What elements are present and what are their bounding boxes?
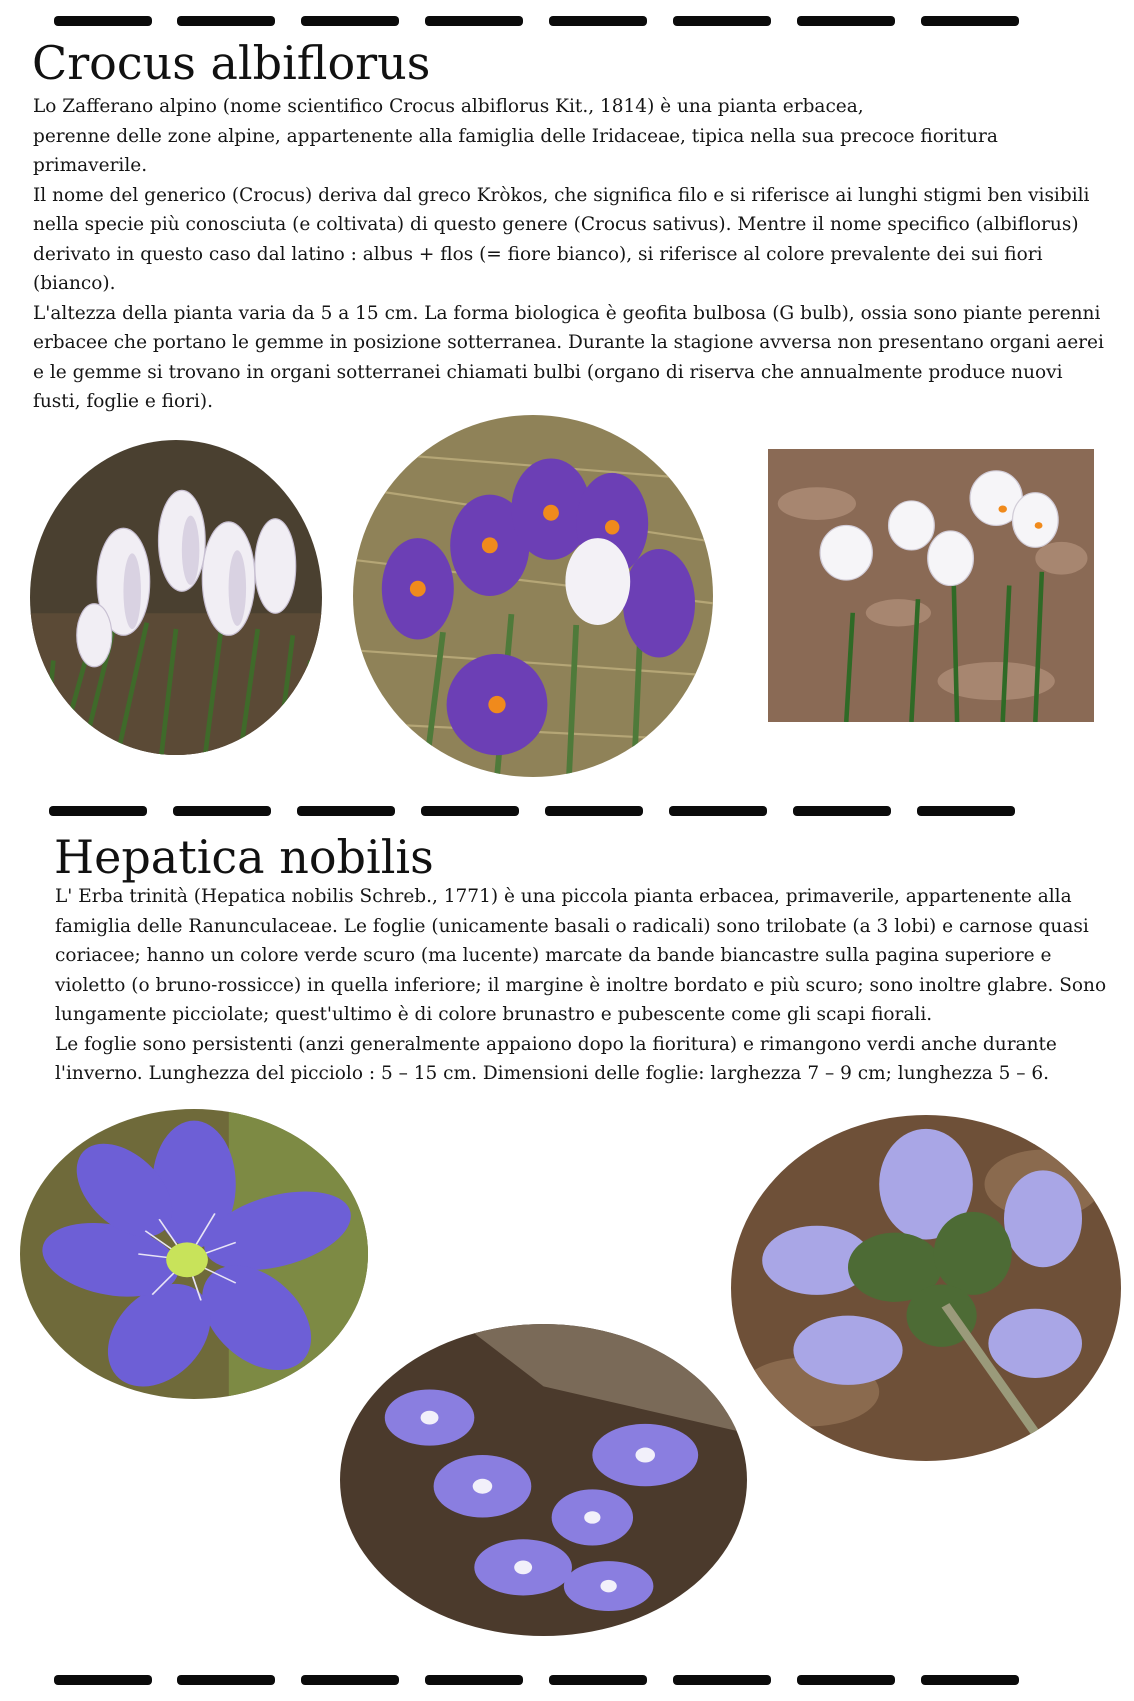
crocus-purple-photo-round	[353, 415, 713, 777]
section-text-hepatica	[55, 882, 1125, 1089]
section-text-crocus	[33, 92, 1113, 417]
hepatica-flowers-group-photo	[340, 1324, 747, 1636]
crocus-white-photo-rect	[768, 449, 1094, 722]
dashed-divider-top	[0, 16, 1134, 26]
section-title-crocus: Crocus albiflorus	[32, 36, 431, 90]
crocus-white-photo-round	[30, 440, 322, 755]
paragraph: Il nome del generico (Crocus) deriva dal greco Kròkos, che significa filo e si riferisce ai lunghi stigmi ben visibili nella specie più conosciuta (e coltivata) di questo genere (Crocus sativus). Mentre il nome specifico (albiflorus) derivato in questo caso dal latino : albus + flos (= fiore bianco), si riferisce al colore prevalente dei sui fiori (bianco).	[33, 184, 1090, 294]
section-title-hepatica: Hepatica nobilis	[54, 830, 434, 884]
hepatica-flower-closeup-photo	[20, 1109, 368, 1399]
paragraph: Lo Zafferano alpino (nome scientifico Crocus albiflorus Kit., 1814) è una pianta erbacea,	[33, 96, 864, 117]
paragraph: L'altezza della pianta varia da 5 a 15 cm. La forma biologica è geofita bulbosa (G bulb), ossia sono piante perenni erbacee che portano le gemme in posizione sotterranea. Durante la stagione avversa non presentano organi aerei e le gemme si trovano in organi sotterranei chiamati bulbi (organo di riserva che annualmente produce nuovi fusti, foglie e fiori).	[33, 302, 1104, 412]
paragraph: L' Erba trinità (Hepatica nobilis Schreb., 1771) è una piccola pianta erbacea, primaverile, appartenente alla famiglia delle Ranunculaceae. Le foglie (unicamente basali o radicali) sono trilobate (a 3 lobi) e carnose quasi coriacee; hanno un colore verde scuro (ma lucente) marcate da bande biancastre sulla pagina superiore e violetto (o bruno-rossicce) in quella inferiore; il margine è inoltre bordato e più scuro; sono inoltre glabre. Sono lungamente picciolate; quest'ultimo è di colore brunastro e pubescente come gli scapi fiorali.	[55, 886, 1107, 1025]
dashed-divider-middle	[0, 806, 1134, 816]
hepatica-flower-backside-photo	[731, 1115, 1121, 1461]
paragraph: perenne delle zone alpine, appartenente alla famiglia delle Iridaceae, tipica nella sua precoce fioritura primaverile.	[33, 125, 998, 176]
paragraph: Le foglie sono persistenti (anzi generalmente appaiono dopo la fioritura) e rimangono verdi anche durante l'inverno. Lunghezza del picciolo : 5 – 15 cm. Dimensioni delle foglie: larghezza 7 – 9 cm; lunghezza 5 – 6.	[55, 1033, 1057, 1084]
dashed-divider-bottom	[0, 1675, 1134, 1685]
